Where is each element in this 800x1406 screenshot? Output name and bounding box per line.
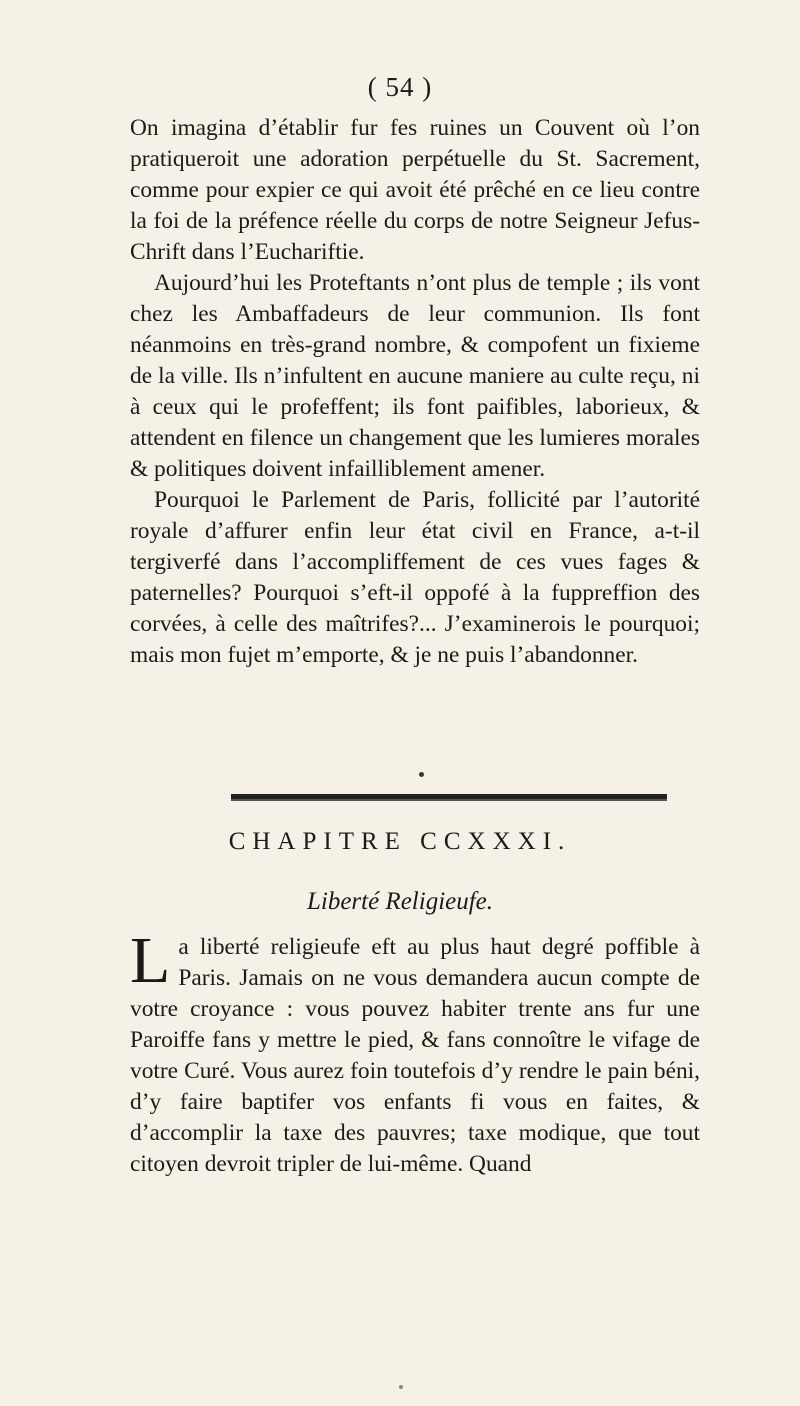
- drop-cap: L: [130, 924, 171, 997]
- bottom-text-block: [130, 924, 700, 1180]
- paragraph-protestants: Aujourd’hui les Proteftants n’ont plus de temple ; ils vont chez les Ambaffadeurs de leur communion. Ils font néanmoins en très-grand nombre, & compofent un fixieme de la ville. Ils n’infultent en aucune maniere au culte reçu, ni à ceux qui le profeffent; ils font paifibles, laborieux, & attendent en filence un changement que les lumieres morales & politiques doivent infailliblement amener.: [130, 270, 700, 482]
- ornament-dot: [419, 772, 424, 777]
- chapter-rule: [231, 794, 667, 801]
- paragraph-couvent: On imagina d’établir fur fes ruines un Couvent où l’on pratiqueroit une adoration perpétuelle du St. Sacrement, comme pour expier ce qui avoit été prêché en ce lieu contre la foi de la préfence réelle du corps de notre Seigneur Jefus-Chrift dans l’Euchariftie.: [130, 115, 700, 265]
- paragraph-parlement: Pourquoi le Parlement de Paris, follicité par l’autorité royale d’affurer enfin leur état civil en France, a-t-il tergiverfé dans l’accompliffement de ces vues fages & paternelles? Pourquoi s’eft-il oppofé à la fuppreffion des corvées, à celle des maîtrifes?... J’examinerois le pourquoi; mais mon fujet m’emporte, & je ne puis l’abandonner.: [130, 487, 700, 668]
- paper-speck: [399, 1385, 403, 1389]
- top-text-block: [130, 113, 700, 671]
- paragraph-liberte: a liberté religieufe eft au plus haut degré poffible à Paris. Jamais on ne vous demandera aucun compte de votre croyance : vous pouvez habiter trente ans fur une Paroiffe fans y mettre le pied, & fans connoître le vifage de votre Curé. Vous aurez foin toutefois d’y rendre le pain béni, d’y faire baptifer vos enfants fi vous en faites, & d’accomplir la taxe des pauvres; taxe modique, que tout citoyen devroit tripler de lui-même. Quand: [130, 934, 700, 1177]
- chapter-heading: CHAPITRE CCXXXI.: [228, 828, 572, 855]
- chapter-title: Liberté Religieufe.: [306, 888, 494, 915]
- page-number: ( 54 ): [367, 72, 433, 102]
